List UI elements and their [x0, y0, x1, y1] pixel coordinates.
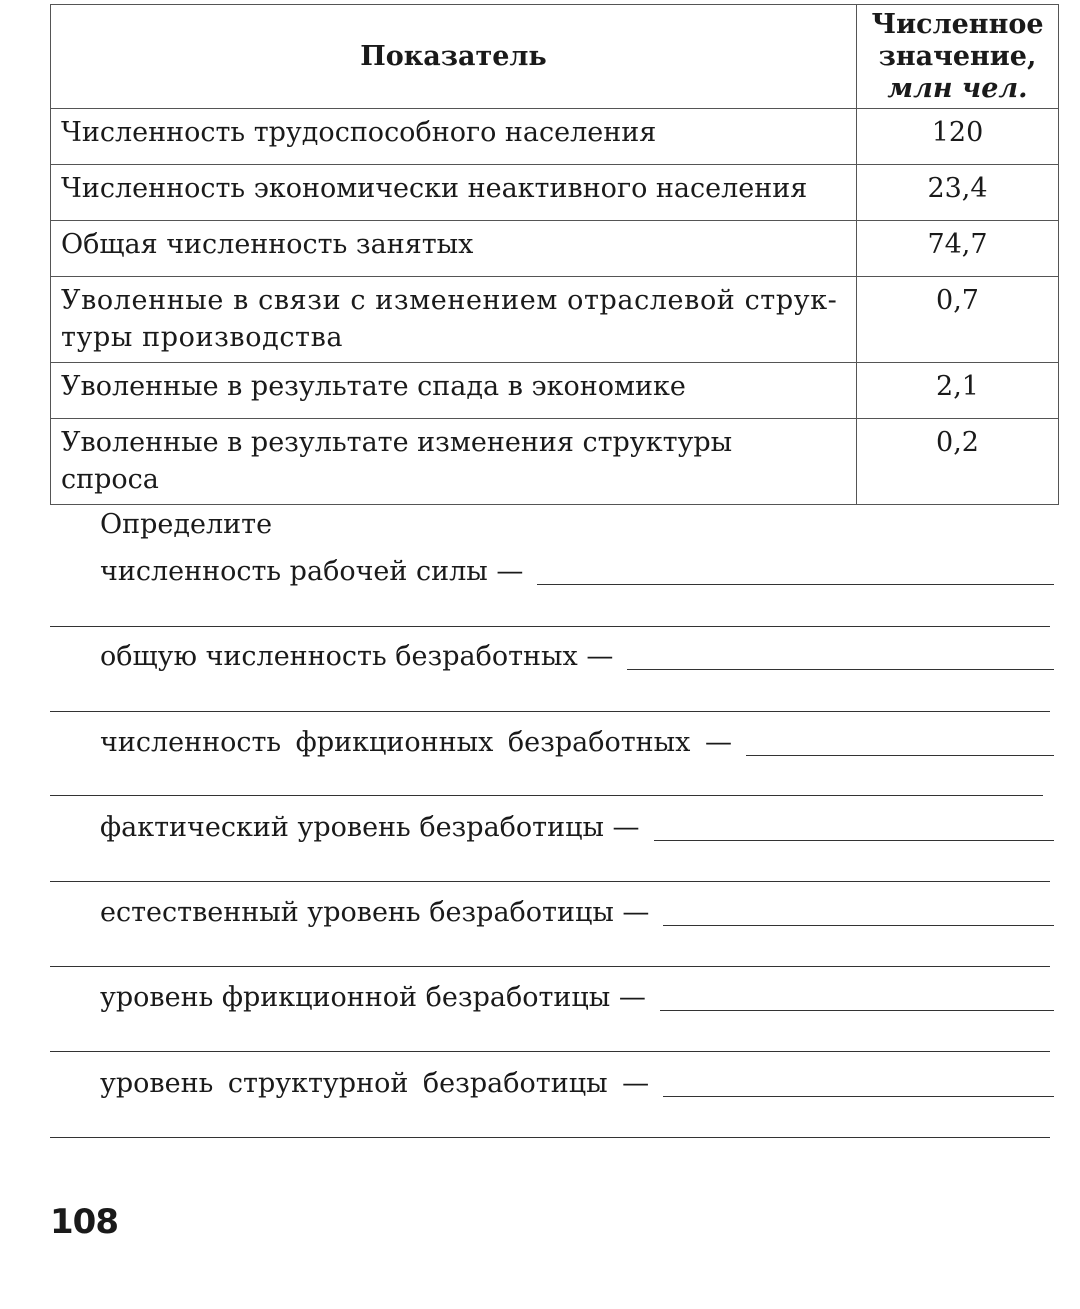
page-number: 108 [50, 1202, 118, 1242]
question-label: уровень фрикционной безработицы — [100, 982, 646, 1013]
answer-continuation-line[interactable] [50, 1051, 1050, 1052]
header-value-line1: Численное [871, 8, 1044, 40]
row-label: Уволенные в связи с изменением отраслевой струк-туры производства [51, 277, 857, 363]
answer-line[interactable] [100, 809, 1054, 845]
question-label: фактический уровень безработицы — [100, 812, 640, 843]
answer-line[interactable] [100, 979, 1054, 1015]
question-label: естественный уровень безработицы — [100, 897, 650, 928]
row-label: Численность экономически неактивного населения [51, 165, 857, 221]
table-row [51, 165, 1059, 221]
row-value: 74,7 [857, 221, 1059, 277]
answer-continuation-line[interactable] [50, 881, 1050, 882]
row-label: Общая численность занятых [51, 221, 857, 277]
answer-blank[interactable] [660, 1009, 1054, 1011]
header-indicator: Показатель [51, 5, 857, 109]
answer-blank[interactable] [537, 583, 1054, 585]
row-label: Уволенные в результате изменения структуры спроса [51, 419, 857, 505]
answer-blank[interactable] [663, 1095, 1054, 1097]
table-row [51, 363, 1059, 419]
answer-blank[interactable] [746, 754, 1054, 756]
answer-continuation-line[interactable] [50, 626, 1050, 627]
row-value: 0,2 [857, 419, 1059, 505]
answer-blank[interactable] [627, 668, 1054, 670]
table-header-row [51, 5, 1059, 109]
answer-line[interactable] [100, 1065, 1054, 1101]
table-row [51, 109, 1059, 165]
row-value: 23,4 [857, 165, 1059, 221]
answer-blank[interactable] [654, 839, 1054, 841]
table-row [51, 419, 1059, 505]
task-prompt: Определите [100, 509, 273, 540]
question-label: численность рабочей силы — [100, 556, 524, 587]
question-label: уровень структурной безработицы — [100, 1068, 650, 1099]
question-label: общую численность безработных — [100, 641, 614, 672]
row-value: 0,7 [857, 277, 1059, 363]
header-value-line2: значение, [878, 40, 1037, 72]
answer-line[interactable] [100, 638, 1054, 674]
header-value [857, 5, 1059, 109]
answer-continuation-line[interactable] [50, 966, 1050, 967]
data-table [50, 4, 1059, 505]
row-value: 2,1 [857, 363, 1059, 419]
answer-line[interactable] [100, 553, 1054, 589]
table-row [51, 221, 1059, 277]
row-value: 120 [857, 109, 1059, 165]
answer-blank[interactable] [663, 924, 1054, 926]
row-label: Численность трудоспособного населения [51, 109, 857, 165]
row-label: Уволенные в результате спада в экономике [51, 363, 857, 419]
answer-line[interactable] [100, 724, 1054, 760]
header-value-unit: млн чел. [887, 72, 1028, 104]
answer-line[interactable] [100, 894, 1054, 930]
answer-continuation-line[interactable] [50, 1137, 1050, 1138]
answer-continuation-line[interactable] [50, 711, 1050, 712]
answer-continuation-line[interactable] [50, 795, 1043, 796]
question-label: численность фрикционных безработных — [100, 727, 732, 758]
table-row [51, 277, 1059, 363]
